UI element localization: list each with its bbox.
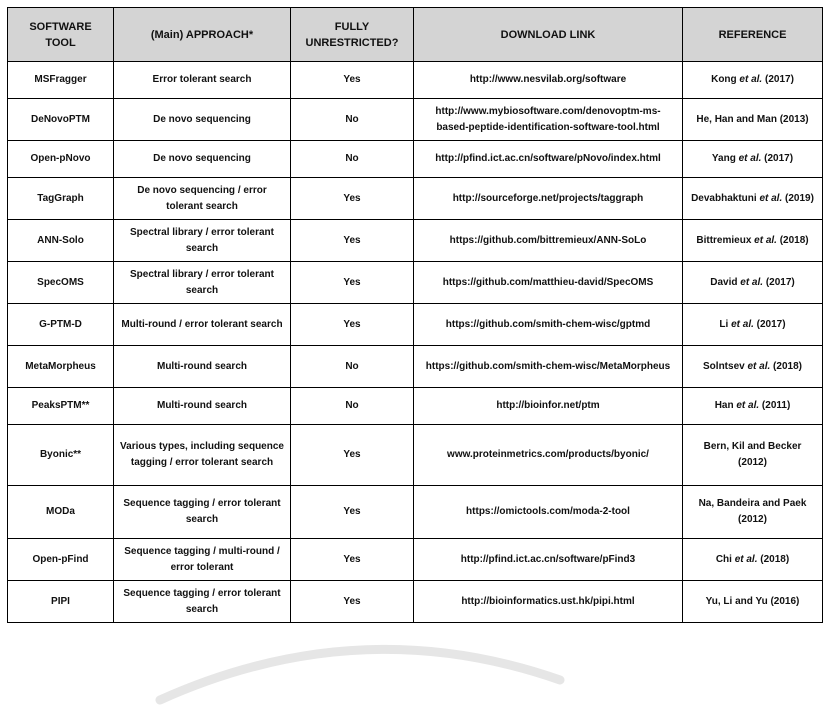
cell-reference	[683, 304, 823, 346]
cell-tool: TagGraph	[8, 178, 114, 220]
ref-etal: et al.	[734, 553, 758, 565]
cell-reference	[683, 346, 823, 388]
cell-link[interactable]: http://www.nesvilab.org/software	[414, 62, 683, 99]
ref-authors: Yang	[711, 153, 739, 164]
cell-unrestricted: No	[291, 346, 414, 388]
ref-authors: Han	[714, 400, 737, 411]
header-reference: REFERENCE	[683, 8, 823, 62]
cell-reference	[683, 539, 823, 581]
header-unrestricted: FULLY UNRESTRICTED?	[291, 8, 414, 62]
cell-link[interactable]: http://www.mybiosoftware.com/denovoptm-ms-based-peptide-identification-software-tool.html	[414, 99, 683, 141]
cell-reference	[683, 388, 823, 425]
cell-link[interactable]: http://bioinformatics.ust.hk/pipi.html	[414, 581, 683, 623]
ref-etal: et al.	[754, 234, 777, 246]
cell-approach: Sequence tagging / error tolerant search	[114, 486, 291, 539]
cell-tool: ANN-Solo	[8, 220, 114, 262]
ref-year: (2017)	[763, 276, 795, 288]
cell-unrestricted: Yes	[291, 581, 414, 623]
cell-tool: MetaMorpheus	[8, 346, 114, 388]
ref-authors: He, Han and Man (2013)	[696, 113, 809, 125]
ref-authors: Bern, Kil and Becker (2012)	[703, 441, 802, 468]
cell-reference	[683, 178, 823, 220]
cell-link[interactable]: https://github.com/smith-chem-wisc/MetaMorpheus	[414, 346, 683, 388]
cell-approach: Multi-round search	[114, 388, 291, 425]
ref-year: (2018)	[770, 360, 802, 372]
cell-approach: De novo sequencing	[114, 99, 291, 141]
cell-link[interactable]: http://sourceforge.net/projects/taggraph	[414, 178, 683, 220]
cell-tool: PeaksPTM**	[8, 388, 114, 425]
ref-year: (2018)	[776, 234, 809, 246]
cell-approach: Spectral library / error tolerant search	[114, 220, 291, 262]
cell-approach: De novo sequencing / error tolerant search	[114, 178, 291, 220]
cell-unrestricted: Yes	[291, 262, 414, 304]
cell-reference	[683, 425, 823, 486]
cell-reference	[683, 486, 823, 539]
ref-authors: Yu, Li and Yu (2016)	[705, 595, 800, 607]
cell-tool: DeNovoPTM	[8, 99, 114, 141]
table-row	[8, 99, 823, 141]
cell-link[interactable]: www.proteinmetrics.com/products/byonic/	[414, 425, 683, 486]
cell-tool: MSFragger	[8, 62, 114, 99]
table-row	[8, 581, 823, 623]
table-row	[8, 178, 823, 220]
ref-authors: Kong	[711, 74, 740, 85]
cell-tool: G-PTM-D	[8, 304, 114, 346]
cell-unrestricted: Yes	[291, 220, 414, 262]
ref-etal: et al.	[736, 400, 760, 411]
cell-tool: Open-pFind	[8, 539, 114, 581]
cell-unrestricted: Yes	[291, 539, 414, 581]
ref-authors: Li	[719, 318, 732, 330]
cell-unrestricted: No	[291, 388, 414, 425]
cell-tool: MODa	[8, 486, 114, 539]
cell-tool: SpecOMS	[8, 262, 114, 304]
cell-tool: Open-pNovo	[8, 141, 114, 178]
table-row	[8, 141, 823, 178]
ref-authors: Bittremieux	[696, 234, 755, 246]
header-approach: (Main) APPROACH*	[114, 8, 291, 62]
table-row	[8, 425, 823, 486]
ref-etal: et al.	[738, 153, 762, 164]
ref-authors: Solntsev	[703, 360, 748, 372]
table-row	[8, 539, 823, 581]
ref-year: (2017)	[762, 74, 794, 85]
table-row	[8, 62, 823, 99]
table-row	[8, 304, 823, 346]
cell-approach: De novo sequencing	[114, 141, 291, 178]
cell-tool: PIPI	[8, 581, 114, 623]
ref-authors: David	[710, 276, 741, 288]
cell-reference	[683, 141, 823, 178]
ref-authors: Chi	[715, 553, 735, 565]
cell-link[interactable]: https://github.com/smith-chem-wisc/gptmd	[414, 304, 683, 346]
cell-approach: Sequence tagging / error tolerant search	[114, 581, 291, 623]
cell-reference	[683, 62, 823, 99]
cell-unrestricted: No	[291, 99, 414, 141]
cell-approach: Sequence tagging / multi-round / error tolerant	[114, 539, 291, 581]
cell-approach: Multi-round search	[114, 346, 291, 388]
cell-unrestricted: Yes	[291, 62, 414, 99]
cell-unrestricted: Yes	[291, 425, 414, 486]
ref-year: (2019)	[782, 192, 814, 204]
cell-unrestricted: Yes	[291, 178, 414, 220]
cell-reference	[683, 220, 823, 262]
cell-unrestricted: Yes	[291, 304, 414, 346]
header-download-link: DOWNLOAD LINK	[414, 8, 683, 62]
cell-link[interactable]: http://pfind.ict.ac.cn/software/pFind3	[414, 539, 683, 581]
table-row	[8, 388, 823, 425]
ref-year: (2017)	[753, 318, 786, 330]
cell-unrestricted: No	[291, 141, 414, 178]
ref-year: (2017)	[761, 153, 794, 164]
ref-authors: Devabhaktuni	[691, 192, 760, 204]
cell-tool: Byonic**	[8, 425, 114, 486]
cell-reference	[683, 581, 823, 623]
ref-etal: et al.	[747, 360, 771, 372]
ref-etal: et al.	[759, 192, 783, 204]
ref-year: (2011)	[759, 400, 791, 411]
cell-reference	[683, 262, 823, 304]
table-row	[8, 220, 823, 262]
cell-reference	[683, 99, 823, 141]
cell-approach: Multi-round / error tolerant search	[114, 304, 291, 346]
header-software-tool: SOFTWARE TOOL	[8, 8, 114, 62]
cell-link[interactable]: https://github.com/matthieu-david/SpecOMS	[414, 262, 683, 304]
ref-year: (2018)	[757, 553, 790, 565]
ref-etal: et al.	[731, 318, 754, 330]
cell-unrestricted: Yes	[291, 486, 414, 539]
ref-etal: et al.	[739, 74, 763, 85]
cell-link[interactable]: https://omictools.com/moda-2-tool	[414, 486, 683, 539]
cell-approach: Error tolerant search	[114, 62, 291, 99]
header-row	[8, 8, 823, 62]
table-row	[8, 346, 823, 388]
table-row	[8, 486, 823, 539]
cell-approach: Various types, including sequence tagging / error tolerant search	[114, 425, 291, 486]
software-table	[7, 7, 823, 623]
ref-etal: et al.	[740, 276, 764, 288]
cell-approach: Spectral library / error tolerant search	[114, 262, 291, 304]
table-row	[8, 262, 823, 304]
cell-link[interactable]: https://github.com/bittremieux/ANN-SoLo	[414, 220, 683, 262]
cell-link[interactable]: http://bioinfor.net/ptm	[414, 388, 683, 425]
cell-link[interactable]: http://pfind.ict.ac.cn/software/pNovo/index.html	[414, 141, 683, 178]
ref-authors: Na, Bandeira and Paek (2012)	[698, 498, 807, 525]
